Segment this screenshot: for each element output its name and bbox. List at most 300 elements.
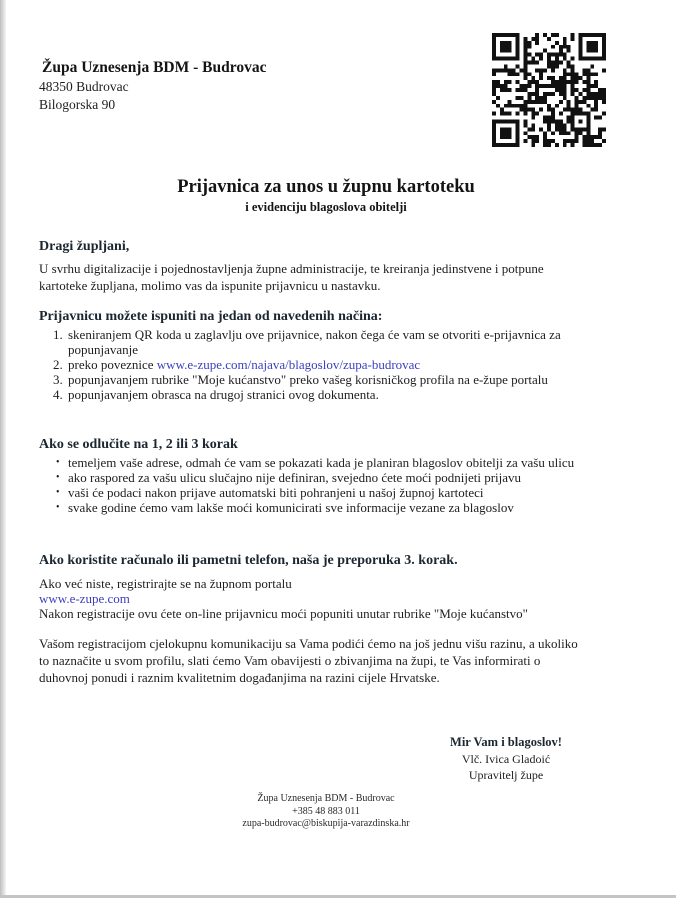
qr-module [578,45,582,49]
qr-module [555,88,559,92]
qr-module [586,104,590,108]
after-register-text: Nakon registracije ovu ćete on-line prijavnicu moći popuniti unutar rubrike "Moje kućanstvo" [39,606,528,621]
qr-module [516,123,520,127]
qr-module [586,84,590,88]
qr-module [602,57,606,61]
portal-link[interactable]: www.e-zupe.com [39,591,130,606]
qr-module [492,45,496,49]
qr-module [531,116,535,120]
method-item [39,387,609,402]
qr-module [602,68,606,72]
qr-module [602,100,606,104]
qr-module [492,123,496,127]
qr-module [563,80,567,84]
qr-module [520,108,524,112]
qr-module [563,127,567,131]
qr-module [496,80,500,84]
qr-module [531,100,535,104]
qr-module [516,53,520,57]
qr-module [582,96,586,100]
qr-module [500,33,504,37]
qr-module [516,127,520,131]
qr-module [523,64,527,68]
qr-module [531,139,535,143]
qr-module [590,57,594,61]
benefit-text: vaši će podaci nakon prijave automatski biti pohranjeni u našoj župnoj kartoteci [68,485,484,500]
address-line-2: Bilogorska 90 [39,97,116,112]
page-title: Prijavnica za unos u župnu kartoteku [177,177,475,197]
qr-module [527,127,531,131]
qr-module [543,68,547,72]
qr-module [551,68,555,72]
recommendation-heading: Ako koristite računalo ili pametni telefon, naša je preporuka 3. korak. [39,553,458,568]
qr-module [527,72,531,76]
qr-module [543,84,547,88]
qr-module [563,96,567,100]
blessing-greeting: Mir Vam i blagoslov! [450,735,562,749]
qr-module [567,139,571,143]
qr-module [547,116,551,120]
qr-module [567,131,571,135]
qr-module [594,57,598,61]
qr-module [539,84,543,88]
qr-module [523,37,527,41]
qr-module [598,116,602,120]
qr-module [492,143,496,147]
qr-module [578,112,582,116]
qr-module [504,131,508,135]
qr-module [504,119,508,123]
letterhead [39,58,266,114]
qr-module [602,41,606,45]
qr-module [594,80,598,84]
qr-module [543,135,547,139]
qr-module [555,61,559,65]
qr-module [531,37,535,41]
qr-module [594,49,598,53]
qr-module [602,37,606,41]
method-item [39,357,609,372]
qr-module [527,100,531,104]
qr-module [504,88,508,92]
qr-module [492,100,496,104]
qr-module [598,96,602,100]
qr-module [504,68,508,72]
qr-module [559,49,563,53]
qr-module [492,119,496,123]
qr-module [535,100,539,104]
qr-module [590,135,594,139]
qr-module [539,72,543,76]
qr-module [523,84,527,88]
qr-module [602,33,606,37]
qr-module [535,135,539,139]
qr-module [535,112,539,116]
qr-module [512,33,516,37]
qr-module [547,127,551,131]
qr-module [559,112,563,116]
qr-module [567,72,571,76]
qr-module [586,49,590,53]
qr-module [575,108,579,112]
qr-module [578,76,582,80]
qr-module [590,108,594,112]
qr-module [504,127,508,131]
qr-module [582,68,586,72]
qr-module [602,49,606,53]
qr-module [551,119,555,123]
qr-module [531,76,535,80]
qr-module [590,41,594,45]
qr-module [586,119,590,123]
qr-module [539,53,543,57]
qr-module [531,123,535,127]
qr-module [582,80,586,84]
qr-module [555,119,559,123]
qr-module [586,135,590,139]
benefits-heading: Ako se odlučite na 1, 2 ili 3 korak [39,437,238,452]
qr-module [492,139,496,143]
qr-module [508,72,512,76]
intro-text-line-1: U svrhu digitalizacije i pojednostavljenja župne administracije, te kreiranja jedinstvene i potpune [39,261,544,276]
qr-module [578,49,582,53]
qr-module [520,88,524,92]
qr-module [586,96,590,100]
qr-module [582,139,586,143]
qr-module [504,45,508,49]
qr-module [571,127,575,131]
qr-module [563,108,567,112]
intro-section [39,238,609,294]
benefit-text: ako raspored za vašu ulicu slučajno nije definiran, svejedno ćete moći podnijeti prijavu [68,470,522,485]
qr-module [571,139,575,143]
benefits-list [39,455,609,515]
qr-module [535,33,539,37]
qr-module [527,41,531,45]
qr-module [575,139,579,143]
qr-module [586,143,590,147]
intro-text-line-2: kartoteke župljana, molimo vas da ispunite prijavnicu u nastavku. [39,278,381,293]
qr-module [523,139,527,143]
bullet-icon: • [56,457,60,468]
qr-module [527,96,531,100]
qr-module [500,143,504,147]
qr-module [578,37,582,41]
qr-module [590,64,594,68]
qr-module [586,57,590,61]
qr-module [582,33,586,37]
qr-module [547,53,551,57]
qr-module [586,45,590,49]
qr-module [571,33,575,37]
qr-module [508,49,512,53]
benefits-section [39,436,609,515]
qr-module [559,61,563,65]
qr-module [535,53,539,57]
qr-module [590,96,594,100]
qr-module [496,68,500,72]
registration-paragraph-line-3: duhovnoj ponudi i raznim kvalitetnim događanjima na razini cijele Hrvatske. [39,670,440,685]
qr-module [531,127,535,131]
qr-module [496,104,500,108]
qr-module [492,53,496,57]
qr-module [504,104,508,108]
qr-module [508,45,512,49]
qr-module [582,88,586,92]
qr-module [563,41,567,45]
methods-heading: Prijavnicu možete ispuniti na jedan od navedenih načina: [39,309,383,324]
qr-module [523,57,527,61]
method-text: popunjavanjem obrasca na drugoj stranici ovog dokumenta. [68,387,379,402]
qr-module [586,116,590,120]
qr-module [516,112,520,116]
qr-module [547,139,551,143]
registration-paragraph-line-1: Vašom registracijom cjelokupnu komunikaciju sa Vama podići ćemo na još jednu višu razinu, a ukoliko [39,636,578,651]
qr-module [563,72,567,76]
qr-module [594,41,598,45]
qr-module [567,49,571,53]
qr-module [586,72,590,76]
qr-module [492,41,496,45]
qr-module [504,64,508,68]
qr-module [516,131,520,135]
qr-module [559,100,563,104]
qr-module [492,68,496,72]
qr-module [523,88,527,92]
qr-module [523,76,527,80]
qr-module [516,139,520,143]
benefit-item [39,485,609,500]
qr-module [496,57,500,61]
qr-module [523,112,527,116]
qr-module [559,53,563,57]
qr-module [523,108,527,112]
qr-module [578,92,582,96]
qr-module [512,68,516,72]
qr-module [586,80,590,84]
qr-module [602,45,606,49]
qr-module [516,143,520,147]
qr-module [571,116,575,120]
org-name: Župa Uznesenja BDM - Budrovac [42,59,267,76]
qr-module [563,88,567,92]
qr-module [602,127,606,131]
qr-module [555,80,559,84]
qr-module [531,135,535,139]
qr-module [500,131,504,135]
qr-module [578,57,582,61]
qr-module [535,92,539,96]
qr-module [547,64,551,68]
benefit-text: temeljem vaše adrese, odmah će vam se pokazati kada je planiran blagoslov obitelji za vašu ulicu [68,455,575,470]
qr-module [578,33,582,37]
signatory-role: Upravitelj župe [468,768,544,782]
qr-module [582,112,586,116]
qr-module [555,33,559,37]
address-line-1: 48350 Budrovac [39,79,129,94]
qr-module [578,108,582,112]
qr-module [571,37,575,41]
qr-module [598,88,602,92]
qr-module [523,72,527,76]
qr-module [571,57,575,61]
qr-module [555,123,559,127]
qr-module [551,84,555,88]
qr-module [575,112,579,116]
qr-module [555,53,559,57]
qr-module [492,112,496,116]
qr-module [516,135,520,139]
qr-module [567,119,571,123]
qr-module [582,100,586,104]
qr-module [523,45,527,49]
qr-module [504,33,508,37]
qr-module [594,96,598,100]
qr-module [586,92,590,96]
qr-module [543,116,547,120]
qr-module [539,57,543,61]
qr-module [586,123,590,127]
qr-module [535,68,539,72]
qr-module [582,135,586,139]
qr-module [567,61,571,65]
qr-module [492,88,496,92]
qr-module [516,33,520,37]
qr-module [598,33,602,37]
qr-module [547,37,551,41]
qr-module [492,92,496,96]
qr-module [512,119,516,123]
qr-module [535,41,539,45]
qr-module [527,92,531,96]
qr-module [543,33,547,37]
qr-module [492,37,496,41]
qr-module [559,84,563,88]
recommendation-section [39,552,609,686]
qr-module [578,53,582,57]
qr-module [504,135,508,139]
benefit-item [39,470,609,485]
list-number: 2. [53,357,63,372]
qr-module [575,100,579,104]
qr-module [571,76,575,80]
qr-module [563,76,567,80]
qr-module [555,84,559,88]
qr-module [563,123,567,127]
footer-email: zupa-budrovac@biskupija-varazdinska.hr [242,818,410,829]
qr-module [516,88,520,92]
qr-module [527,80,531,84]
qr-module [563,143,567,147]
qr-module [571,80,575,84]
qr-module [598,143,602,147]
qr-module [578,119,582,123]
qr-module [575,72,579,76]
footer-phone: +385 48 883 011 [292,805,360,817]
qr-module [551,61,555,65]
qr-module [547,84,551,88]
qr-module [575,88,579,92]
qr-module [590,139,594,143]
qr-module [496,33,500,37]
qr-module [551,76,555,80]
qr-module [508,112,512,116]
qr-module [535,37,539,41]
method-item [39,327,609,357]
qr-module [594,72,598,76]
qr-module [547,104,551,108]
qr-module [590,92,594,96]
blessing-link[interactable]: www.e-zupe.com/najava/blagoslov/zupa-budrovac [156,357,421,372]
qr-module [500,112,504,116]
qr-code-icon[interactable] [492,33,606,147]
qr-module [492,80,496,84]
qr-module [531,80,535,84]
qr-module [543,96,547,100]
qr-module [523,119,527,123]
qr-module [571,64,575,68]
method-text: preko poveznice [68,357,157,372]
qr-module [567,80,571,84]
benefit-text: svake godine ćemo vam lakše moći komunicirati sve informacije vezane za blagoslov [68,500,514,515]
qr-module [500,88,504,92]
qr-module [500,49,504,53]
qr-module [500,135,504,139]
qr-module [523,104,527,108]
qr-module [516,45,520,49]
qr-module [547,108,551,112]
qr-module [602,96,606,100]
qr-module [575,76,579,80]
qr-module [590,45,594,49]
qr-module [512,104,516,108]
bullet-icon: • [56,472,60,483]
qr-module [571,123,575,127]
qr-module [590,72,594,76]
qr-module [516,57,520,61]
qr-module [512,57,516,61]
bullet-icon: • [56,502,60,513]
qr-module [504,143,508,147]
qr-module [508,131,512,135]
qr-module [539,76,543,80]
qr-module [543,131,547,135]
qr-module [586,41,590,45]
qr-module [582,72,586,76]
qr-module [500,57,504,61]
qr-module [492,49,496,53]
qr-module [527,84,531,88]
qr-module [578,127,582,131]
qr-module [527,45,531,49]
qr-module [508,104,512,108]
qr-module [508,127,512,131]
qr-module [547,57,551,61]
qr-module [563,37,567,41]
qr-module [508,100,512,104]
qr-module [567,100,571,104]
qr-module [594,108,598,112]
qr-module [535,84,539,88]
qr-module [531,112,535,116]
qr-module [559,127,563,131]
qr-module [571,72,575,76]
qr-module [496,119,500,123]
qr-module [594,116,598,120]
qr-module [539,127,543,131]
qr-module [504,84,508,88]
qr-module [531,143,535,147]
